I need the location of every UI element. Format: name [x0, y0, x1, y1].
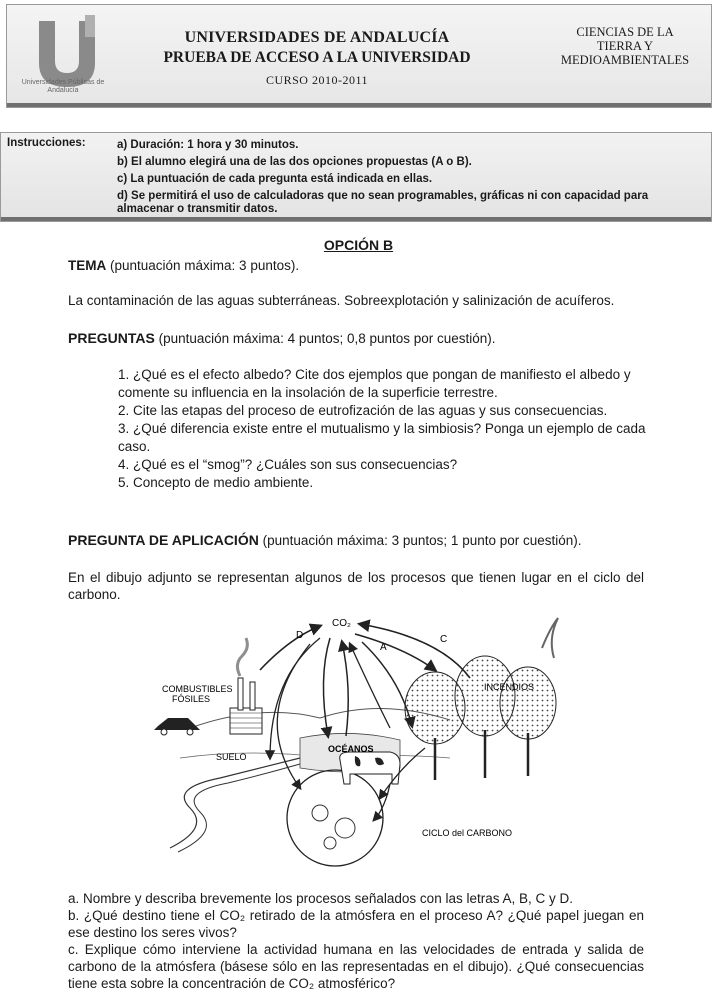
instruction-item: b) El alumno elegirá una de las dos opciones propuestas (A o B). — [117, 156, 472, 168]
label-co2: CO₂ — [332, 618, 351, 629]
logo-subtitle: Universidades Públicas de Andalucía — [21, 79, 105, 94]
header-title-block — [142, 29, 492, 88]
tema-text: La contaminación de las aguas subterráneas. Sobreexplotación y salinización de acuíferos. — [68, 293, 615, 308]
carbon-cycle-figure — [150, 608, 570, 870]
application-questions — [68, 890, 644, 992]
soil-circle — [287, 770, 383, 866]
label-c: C — [440, 634, 448, 645]
subject-line: TIERRA Y — [596, 39, 654, 53]
preguntas-list — [118, 366, 658, 492]
question-item: 1. ¿Qué es el efecto albedo? Cite dos ejemplos que pongan de manifiesto el albedo y comente su influencia en la insolación de la superficie terrestre. — [118, 367, 631, 400]
question-item: 3. ¿Qué diferencia existe entre el mutualismo y la simbiosis? Ponga un ejemplo de cada caso. — [118, 421, 646, 454]
preguntas-score: (puntuación máxima: 4 puntos; 0,8 puntos por cuestión). — [154, 331, 496, 346]
label-d: D — [296, 630, 304, 641]
question-item: 2. Cite las etapas del proceso de eutrofización de las aguas y sus consecuencias. — [118, 403, 608, 418]
tema-heading — [68, 257, 299, 274]
tema-score: (puntuación máxima: 3 puntos). — [106, 258, 300, 273]
question-item: 4. ¿Qué es el “smog”? ¿Cuáles son sus consecuencias? — [118, 457, 458, 472]
instruction-item: a) Duración: 1 hora y 30 minutos. — [117, 139, 299, 151]
instructions-list — [117, 137, 703, 216]
instructions-box — [0, 132, 712, 222]
header-course: CURSO 2010-2011 — [265, 73, 369, 87]
application-question: a. Nombre y describa brevemente los procesos señalados con las letras A, B, C y D. — [68, 891, 573, 906]
tema-label: TEMA — [68, 258, 107, 273]
application-question: b. ¿Qué destino tiene el CO₂ retirado de la atmósfera en el proceso A? ¿Qué papel juegan en ese destino los seres vivos? — [68, 908, 644, 940]
header-subject — [537, 25, 713, 67]
application-question: c. Explique cómo interviene la actividad humana en las velocidades de entrada y salida de carbono de la atmósfera (básese sólo en las representadas en el dibujo). ¿Qué consecuencias tiene esta sobre la concentración de CO₂ atmosférico? — [68, 942, 644, 991]
label-soil: SUELO — [216, 752, 247, 762]
label-fires: INCENDIOS — [484, 682, 535, 692]
subject-line: MEDIOAMBIENTALES — [560, 53, 690, 67]
instruction-item: c) La puntuación de cada pregunta está indicada en ellas. — [117, 173, 433, 185]
aplicacion-label: PREGUNTA DE APLICACIÓN — [68, 532, 259, 548]
subject-line: CIENCIAS DE LA — [576, 25, 674, 39]
aplicacion-heading — [68, 532, 582, 549]
label-oceans: OCÉANOS — [328, 744, 374, 754]
instruction-item: d) Se permitirá el uso de calculadoras que no sean programables, gráficas ni con capacidad para almacenar o transmitir datos. — [117, 190, 649, 215]
header-line-1: UNIVERSIDADES DE ANDALUCÍA — [184, 29, 450, 46]
exam-header — [6, 4, 712, 108]
preguntas-label: PREGUNTAS — [68, 330, 155, 346]
preguntas-heading — [68, 330, 496, 347]
label-fossil-2: FÓSILES — [172, 694, 211, 704]
label-fossil-1: COMBUSTIBLES — [162, 684, 233, 694]
aplicacion-intro: En el dibujo adjunto se representan algunos de los procesos que tienen lugar en el ciclo del carbono. — [68, 570, 644, 602]
header-line-2: PRUEBA DE ACCESO A LA UNIVERSIDAD — [163, 49, 471, 66]
label-cycle: CICLO del CARBONO — [422, 828, 513, 838]
instructions-label: Instrucciones: — [7, 137, 86, 149]
aplicacion-score: (puntuación máxima: 3 puntos; 1 punto por cuestión). — [258, 533, 582, 548]
label-a: A — [380, 642, 387, 653]
option-title: OPCIÓN B — [323, 237, 394, 253]
question-item: 5. Concepto de medio ambiente. — [118, 475, 314, 490]
